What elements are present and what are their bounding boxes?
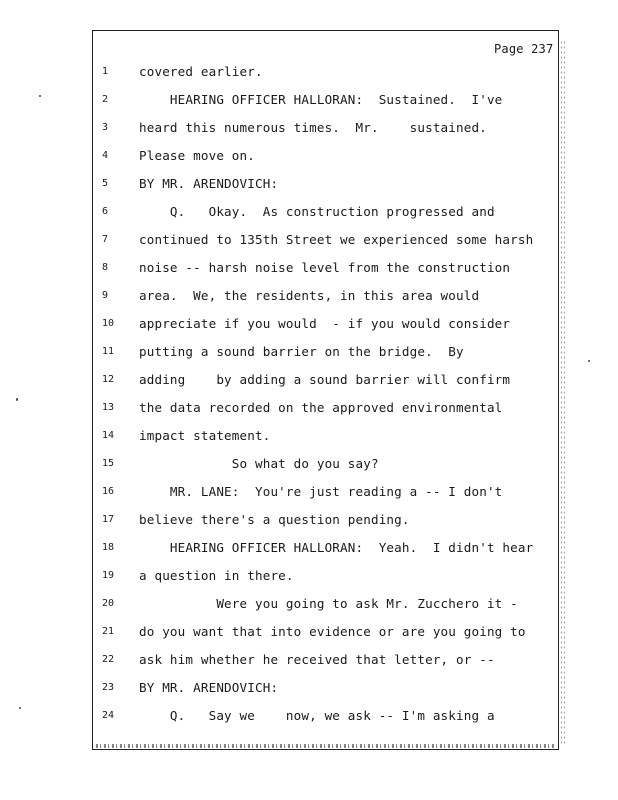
scan-speck <box>588 360 590 362</box>
line-number: 20 <box>102 598 115 609</box>
transcript-line: a question in there. <box>139 568 294 583</box>
line-number: 19 <box>102 570 115 581</box>
transcript-line: covered earlier. <box>139 64 263 79</box>
transcript-line: HEARING OFFICER HALLORAN: Yeah. I didn't hear <box>139 540 534 555</box>
line-number: 1 <box>102 66 109 77</box>
line-number: 11 <box>102 346 115 357</box>
transcript-line: Please move on. <box>139 148 255 163</box>
transcript-line: the data recorded on the approved environmental <box>139 400 503 415</box>
line-number: 17 <box>102 514 115 525</box>
transcript-line: adding by adding a sound barrier will confirm <box>139 372 511 387</box>
line-number: 21 <box>102 626 115 637</box>
line-number: 3 <box>102 122 109 133</box>
transcript-line: MR. LANE: You're just reading a -- I don't <box>139 484 503 499</box>
transcript-line: So what do you say? <box>139 456 379 471</box>
line-number: 6 <box>102 206 109 217</box>
line-number: 2 <box>102 94 109 105</box>
transcript-line: Were you going to ask Mr. Zucchero it - <box>139 596 518 611</box>
line-number: 10 <box>102 318 115 329</box>
page-number-label: Page 237 <box>494 42 554 56</box>
line-number: 8 <box>102 262 109 273</box>
line-number: 23 <box>102 682 115 693</box>
transcript-line: BY MR. ARENDOVICH: <box>139 176 279 191</box>
scan-artifact-right-edge <box>560 40 566 745</box>
line-number: 16 <box>102 486 115 497</box>
transcript-line: BY MR. ARENDOVICH: <box>139 680 279 695</box>
transcript-line: putting a sound barrier on the bridge. By <box>139 344 464 359</box>
transcript-line: continued to 135th Street we experienced some harsh <box>139 232 534 247</box>
line-number: 18 <box>102 542 115 553</box>
line-number: 13 <box>102 402 115 413</box>
transcript-line: noise -- harsh noise level from the construction <box>139 260 511 275</box>
line-number: 7 <box>102 234 109 245</box>
transcript-line: HEARING OFFICER HALLORAN: Sustained. I've <box>139 92 503 107</box>
page-border <box>92 30 559 750</box>
transcript-line: Q. Okay. As construction progressed and <box>139 204 495 219</box>
scan-artifact-bottom-edge <box>96 744 556 748</box>
transcript-line: Q. Say we now, we ask -- I'm asking a <box>139 708 495 723</box>
transcript-line: ask him whether he received that letter, or -- <box>139 652 495 667</box>
line-number: 5 <box>102 178 109 189</box>
line-number: 24 <box>102 710 115 721</box>
line-number: 4 <box>102 150 109 161</box>
line-number: 15 <box>102 458 115 469</box>
scan-speck <box>16 398 18 401</box>
transcript-line: do you want that into evidence or are you going to <box>139 624 526 639</box>
transcript-line: believe there's a question pending. <box>139 512 410 527</box>
transcript-line: appreciate if you would - if you would consider <box>139 316 511 331</box>
scan-speck <box>19 707 21 709</box>
transcript-line: area. We, the residents, in this area would <box>139 288 480 303</box>
line-number: 12 <box>102 374 115 385</box>
transcript-line: impact statement. <box>139 428 271 443</box>
transcript-line: heard this numerous times. Mr. sustained. <box>139 120 487 135</box>
line-number: 9 <box>102 290 109 301</box>
scan-speck <box>39 95 41 97</box>
line-number: 22 <box>102 654 115 665</box>
line-number: 14 <box>102 430 115 441</box>
